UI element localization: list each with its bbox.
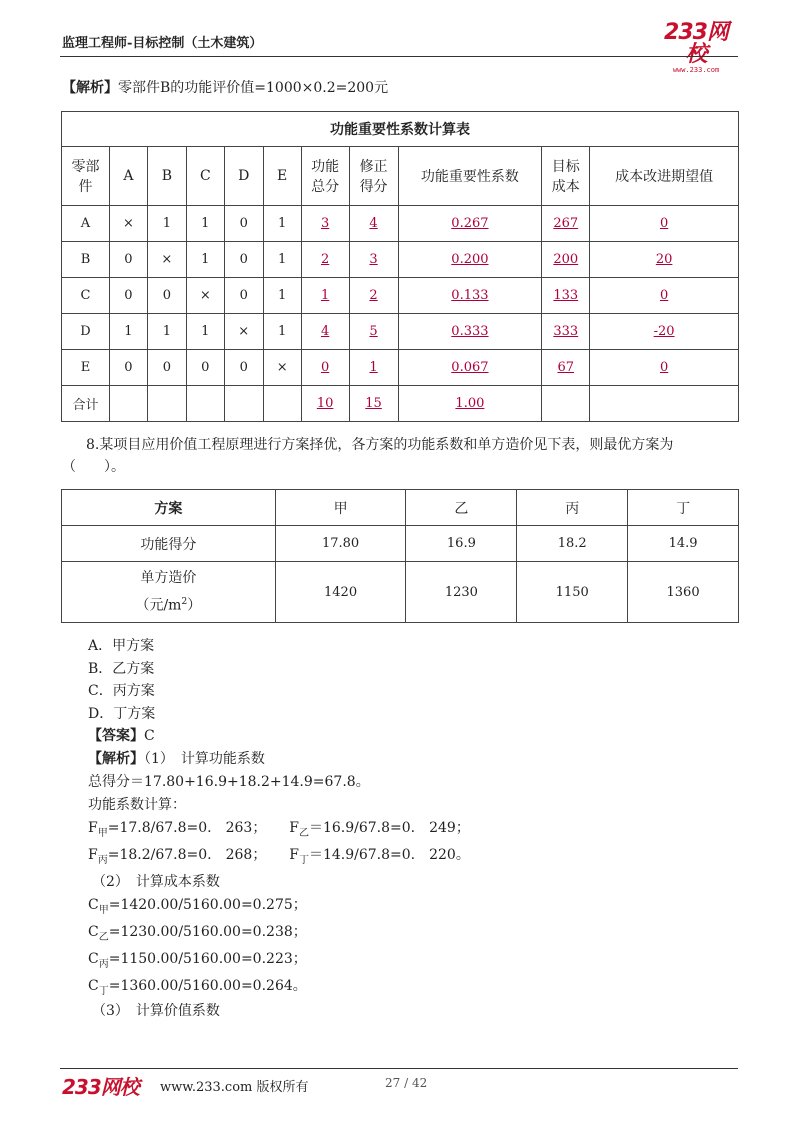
table-cell [349, 350, 398, 386]
intro-analysis-text: 零部件B的功能评价值=1000×0.2=200元 [118, 80, 389, 96]
table-cell: 0 [147, 350, 186, 386]
f-bing-value: =18.2/67.8=0. 268； [107, 847, 267, 863]
table-cell: 1 [147, 206, 186, 242]
table-row [62, 278, 739, 314]
header-cell: D [224, 147, 263, 206]
header-cell: 乙 [406, 490, 517, 526]
c-bing-value: =1150.00/5160.00=0.223； [108, 951, 307, 967]
answer-value: 1 [369, 360, 378, 375]
table-cell: E [62, 350, 110, 386]
table-cell [398, 242, 542, 278]
answer-value: C [144, 728, 155, 744]
table-cell: × [109, 206, 147, 242]
table-cell [398, 386, 542, 422]
unit-close: ） [187, 597, 202, 614]
answer-value: 20 [655, 252, 673, 267]
f-ding-value: ＝14.9/67.8=0. 220。 [308, 847, 470, 863]
logo-url: www.233.com [672, 66, 720, 74]
f-jia-value: =17.8/67.8=0. 263； [107, 820, 267, 836]
symbol-c: C [88, 924, 99, 940]
table-cell [542, 242, 590, 278]
option-a: A．甲方案 [88, 638, 155, 654]
table-cell [147, 386, 186, 422]
table-cell: 17.80 [275, 526, 406, 562]
table-cell [224, 386, 263, 422]
unit-text: （元/m [135, 597, 182, 614]
option-c: C．丙方案 [88, 683, 155, 699]
intro-analysis-label: 【解析】 [62, 80, 118, 96]
table-cell: 0 [109, 278, 147, 314]
table-cell [398, 350, 542, 386]
answer-value: 0 [659, 288, 669, 303]
table-cell: 1 [263, 278, 301, 314]
header-cell: A [109, 147, 147, 206]
table-cell [186, 386, 224, 422]
c-jia-value: =1420.00/5160.00=0.275； [108, 897, 307, 913]
table-cell [349, 242, 398, 278]
table-cell [590, 206, 739, 242]
header-cell: 零部件 [62, 147, 110, 206]
subscript: 甲 [97, 827, 108, 839]
table-cell: 1 [147, 314, 186, 350]
subscript: 丁 [298, 854, 309, 866]
table-cell: 1 [263, 314, 301, 350]
table-cell [542, 278, 590, 314]
table-cell [590, 314, 739, 350]
symbol-c: C [88, 897, 99, 913]
answer-value: 3 [320, 216, 330, 231]
header-cell: 目标成本 [542, 147, 590, 206]
table-cell: D [62, 314, 110, 350]
table-row [62, 526, 739, 562]
table-cell [590, 350, 739, 386]
answer-value: 267 [553, 216, 579, 231]
cost-coefficient-yi [88, 922, 307, 948]
subscript: 甲 [98, 904, 109, 916]
function-coefficients-row-2 [88, 845, 470, 871]
table-caption: 功能重要性系数计算表 [62, 112, 739, 147]
answer-value: 2 [320, 252, 330, 267]
table-cell: B [62, 242, 110, 278]
analysis-label: 【解析】 [88, 751, 144, 767]
table-row [62, 206, 739, 242]
table-cell: C [62, 278, 110, 314]
unit-exponent: 2 [181, 597, 188, 608]
symbol-c: C [88, 978, 99, 994]
answer-value: 0 [659, 216, 669, 231]
row-label-text: 单方造价 [140, 570, 197, 587]
analysis-step-1: （1） 计算功能系数 [144, 751, 265, 767]
answer-value: 0.333 [451, 324, 489, 339]
question-line-2: （ ）。 [62, 459, 125, 475]
table-total-row [62, 386, 739, 422]
answer-value: 0.200 [451, 252, 489, 267]
table-cell [301, 350, 349, 386]
subscript: 丙 [98, 958, 109, 970]
answer-value: 0.067 [451, 360, 489, 375]
table-header-row [62, 147, 739, 206]
table-cell: 1150 [517, 562, 628, 623]
table-cell: 1 [186, 314, 224, 350]
table-cell: 1360 [628, 562, 739, 623]
header-cell: 功能总分 [301, 147, 349, 206]
row-label [62, 562, 276, 623]
symbol-c: C [88, 951, 99, 967]
row-label-unit [62, 590, 275, 618]
table-cell: 0 [224, 278, 263, 314]
answer-value: 10 [316, 396, 334, 411]
answer-value: 0 [320, 360, 330, 375]
answer-value: 4 [320, 324, 330, 339]
subscript: 丙 [97, 854, 108, 866]
table-cell: 1230 [406, 562, 517, 623]
brand-logo [656, 22, 736, 74]
table-cell [263, 386, 301, 422]
table-cell: 14.9 [628, 526, 739, 562]
row-label: 功能得分 [62, 526, 276, 562]
table-cell [590, 278, 739, 314]
answer-value: 4 [369, 216, 378, 231]
table-cell: 0 [109, 350, 147, 386]
table-header-row [62, 490, 739, 526]
function-coefficients-row-1 [88, 818, 470, 844]
analysis-line [88, 749, 265, 769]
header-cell: 甲 [275, 490, 406, 526]
table-cell [542, 350, 590, 386]
table-row [62, 242, 739, 278]
footer-copyright: www.233.com 版权所有 [160, 1080, 309, 1095]
table-cell [590, 242, 739, 278]
table-cell: 0 [224, 350, 263, 386]
symbol-f: F [289, 820, 299, 836]
table-cell [398, 206, 542, 242]
footer-divider [60, 1068, 738, 1069]
header-cell: 功能重要性系数 [398, 147, 542, 206]
table-cell [398, 278, 542, 314]
table-cell [301, 206, 349, 242]
function-coefficient-title: 功能系数计算： [88, 797, 186, 813]
answer-value: 1 [320, 288, 330, 303]
table-cell: 1 [186, 242, 224, 278]
answer-value: 0.267 [451, 216, 489, 231]
table-cell: 0 [109, 242, 147, 278]
answer-value: 133 [553, 288, 579, 303]
header-cell: C [186, 147, 224, 206]
total-score: 总得分＝17.80+16.9+18.2+14.9=67.8。 [88, 774, 370, 790]
answer-value: 1.00 [455, 396, 485, 411]
table-cell [542, 314, 590, 350]
header-cell: 成本改进期望值 [590, 147, 739, 206]
table-cell [349, 278, 398, 314]
analysis-step-3: （3） 计算价值系数 [92, 1003, 220, 1019]
subscript: 乙 [298, 827, 309, 839]
logo-main-text: 233网校 [664, 20, 728, 67]
header-cell: E [263, 147, 301, 206]
table-cell: 1 [263, 206, 301, 242]
table-cell [301, 278, 349, 314]
table-cell [301, 314, 349, 350]
table-cell: × [186, 278, 224, 314]
cost-coefficient-jia [88, 895, 307, 921]
symbol-f: F [88, 820, 98, 836]
table-cell: 1 [263, 242, 301, 278]
table-cell: × [224, 314, 263, 350]
table-cell [542, 206, 590, 242]
table-cell: 1 [109, 314, 147, 350]
answer-value: -20 [653, 324, 675, 339]
table-cell: 1420 [275, 562, 406, 623]
table-cell [301, 242, 349, 278]
c-yi-value: =1230.00/5160.00=0.238； [108, 924, 307, 940]
answer-value: 0.133 [451, 288, 489, 303]
footer-logo: 233网校 [62, 1075, 139, 1099]
function-importance-table [61, 111, 739, 422]
table-cell [590, 386, 739, 422]
table-cell: A [62, 206, 110, 242]
cost-coefficient-ding [88, 976, 307, 1002]
page-number: 27 / 42 [385, 1076, 428, 1090]
symbol-f: F [88, 847, 98, 863]
table-cell: 18.2 [517, 526, 628, 562]
analysis-step-2: （2） 计算成本系数 [92, 874, 220, 890]
header-cell: 方案 [62, 490, 276, 526]
table-cell: 0 [147, 278, 186, 314]
answer-value: 200 [553, 252, 579, 267]
document-title: 监理工程师-目标控制（土木建筑） [62, 36, 263, 51]
symbol-f: F [289, 847, 299, 863]
f-yi-value: ＝16.9/67.8=0. 249； [308, 820, 470, 836]
cost-coefficient-bing [88, 949, 307, 975]
table-cell: 合计 [62, 386, 110, 422]
header-cell: B [147, 147, 186, 206]
table-cell [542, 386, 590, 422]
table-cell: 1 [186, 206, 224, 242]
header-cell: 修正得分 [349, 147, 398, 206]
table-row [62, 350, 739, 386]
option-b: B．乙方案 [88, 661, 155, 677]
answer-value: 3 [369, 252, 378, 267]
table-row [62, 314, 739, 350]
table-cell [301, 386, 349, 422]
table-cell [349, 386, 398, 422]
answer-line [88, 726, 155, 746]
question-line-1: 8.某项目应用价值工程原理进行方案择优，各方案的功能系数和单方造价见下表，则最优方案为 [86, 437, 674, 453]
answer-value: 5 [369, 324, 378, 339]
c-ding-value: =1360.00/5160.00=0.264。 [108, 978, 307, 994]
table-cell [349, 314, 398, 350]
header-cell: 丙 [517, 490, 628, 526]
answer-value: 333 [553, 324, 579, 339]
table-cell: × [147, 242, 186, 278]
answer-value: 2 [369, 288, 378, 303]
answer-value: 15 [365, 396, 382, 411]
subscript: 乙 [98, 931, 109, 943]
option-d: D．丁方案 [88, 706, 156, 722]
subscript: 丁 [98, 985, 109, 997]
table-cell [349, 206, 398, 242]
table-cell [398, 314, 542, 350]
table-cell: 0 [224, 242, 263, 278]
answer-value: 67 [557, 360, 575, 375]
table-row [62, 562, 739, 623]
answer-label: 【答案】 [88, 728, 144, 744]
table-cell: × [263, 350, 301, 386]
header-divider [60, 56, 738, 57]
table-cell: 0 [224, 206, 263, 242]
scheme-table [61, 489, 739, 623]
table-cell [109, 386, 147, 422]
intro-analysis [62, 78, 388, 98]
answer-value: 0 [659, 360, 669, 375]
header-cell: 丁 [628, 490, 739, 526]
table-cell: 0 [186, 350, 224, 386]
table-cell: 16.9 [406, 526, 517, 562]
